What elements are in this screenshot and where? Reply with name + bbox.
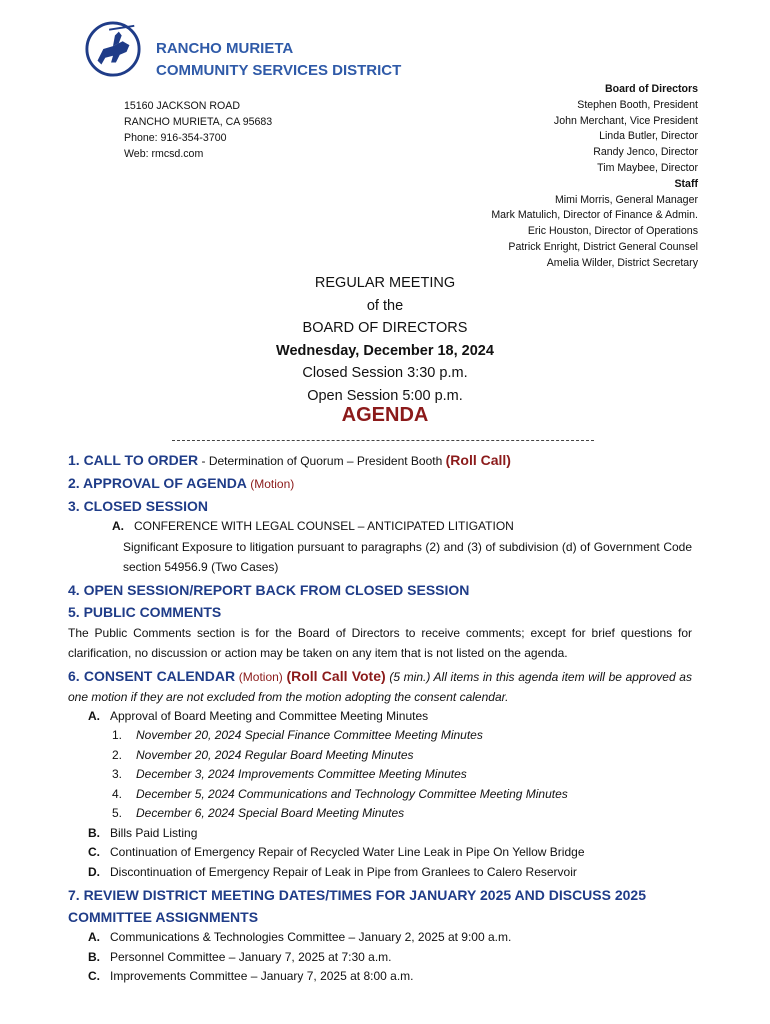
item-text: Discontinuation of Emergency Repair of Leak in Pipe from Granlees to Calero Reservoir bbox=[110, 864, 577, 879]
board-member: Tim Maybee, Director bbox=[597, 161, 698, 174]
item-text: December 5, 2024 Communications and Technology Committee Meeting Minutes bbox=[136, 786, 568, 801]
section-public-comments: 5. PUBLIC COMMENTS bbox=[68, 603, 222, 620]
staff-heading: Staff bbox=[674, 177, 698, 190]
meeting-date: Wednesday, December 18, 2024 bbox=[276, 342, 494, 359]
separator-line bbox=[172, 440, 594, 441]
org-line-2: COMMUNITY SERVICES DISTRICT bbox=[156, 62, 402, 79]
item-detail: Significant Exposure to litigation pursuant to paragraphs (2) and (3) of subdivision (d) of Government Code section 54956.9 (Two Cases) bbox=[123, 539, 692, 574]
staff-member: Patrick Enright, District General Counsel bbox=[508, 240, 698, 253]
section-heading: 1. CALL TO ORDER bbox=[68, 452, 199, 468]
item-label: B. bbox=[88, 949, 100, 964]
item-number: 1. bbox=[112, 728, 123, 742]
staff-member: Amelia Wilder, District Secretary bbox=[546, 256, 698, 269]
board-member: John Merchant, Vice President bbox=[553, 114, 698, 127]
open-session-time: Open Session 5:00 p.m. bbox=[307, 387, 463, 404]
item-text: December 6, 2024 Special Board Meeting Minutes bbox=[136, 806, 405, 820]
section-heading: 2. APPROVAL OF AGENDA bbox=[68, 475, 247, 491]
list-item bbox=[68, 928, 692, 948]
section-detail: - Determination of Quorum – President Booth bbox=[198, 454, 446, 468]
item-number: 3. bbox=[112, 767, 123, 781]
staff-member: Mimi Morris, General Manager bbox=[554, 193, 698, 206]
item-text: Approval of Board Meeting and Committee Meeting Minutes bbox=[110, 708, 429, 723]
address-line: RANCHO MURIETA, CA 95683 bbox=[124, 116, 273, 128]
meeting-info bbox=[0, 272, 770, 407]
meeting-line: BOARD OF DIRECTORS bbox=[302, 320, 468, 336]
organization-name bbox=[156, 38, 401, 82]
item-text: Communications & Technologies Committee – January 2, 2025 at 9:00 a.m. bbox=[110, 930, 512, 944]
web-line: Web: rmcsd.com bbox=[124, 148, 204, 160]
meeting-line: of the bbox=[366, 297, 404, 314]
item-text: November 20, 2024 Special Finance Committee Meeting Minutes bbox=[136, 728, 483, 742]
item-number: 5. bbox=[112, 806, 123, 820]
item-label: A. bbox=[88, 708, 100, 723]
item-text: December 3, 2024 Improvements Committee Meeting Minutes bbox=[136, 767, 467, 781]
agenda-content bbox=[68, 449, 692, 987]
list-item bbox=[68, 824, 692, 844]
section-call-to-order bbox=[68, 449, 692, 472]
section-approval-of-agenda bbox=[68, 472, 692, 495]
staff-member: Mark Matulich, Director of Finance & Admin. bbox=[491, 209, 698, 222]
org-line-1: RANCHO MURIETA bbox=[156, 40, 294, 57]
address-block bbox=[124, 98, 272, 162]
list-item bbox=[68, 843, 692, 863]
minutes-item bbox=[68, 765, 692, 785]
public-comments-text: The Public Comments section is for the Board of Directors to receive comments; except for brief questions for clarification, no discussion or action may be taken on any item that is not listed on the agenda. bbox=[68, 625, 692, 660]
item-label: C. bbox=[88, 969, 100, 983]
motion-label: (Motion) bbox=[235, 669, 287, 684]
list-item bbox=[68, 707, 692, 727]
list-item bbox=[68, 948, 692, 968]
list-item bbox=[68, 863, 692, 883]
minutes-item bbox=[68, 746, 692, 766]
section-heading: 6. CONSENT CALENDAR bbox=[68, 667, 236, 684]
section-closed-session: 3. CLOSED SESSION bbox=[68, 498, 209, 514]
board-heading: Board of Directors bbox=[604, 83, 698, 95]
item-text: Improvements Committee – January 7, 2025 at 8:00 a.m. bbox=[110, 969, 414, 983]
address-line: 15160 JACKSON ROAD bbox=[124, 100, 240, 112]
item-label: B. bbox=[88, 825, 100, 840]
board-member: Linda Butler, Director bbox=[599, 130, 698, 143]
phone-line: Phone: 916-354-3700 bbox=[124, 132, 227, 144]
board-member: Randy Jenco, Director bbox=[593, 146, 698, 159]
minutes-item bbox=[68, 785, 692, 805]
agenda-title: AGENDA bbox=[341, 404, 429, 426]
district-logo-icon bbox=[84, 20, 142, 78]
section-open-session: 4. OPEN SESSION/REPORT BACK FROM CLOSED SESSION bbox=[68, 581, 470, 598]
roll-call-label: (Roll Call) bbox=[445, 452, 511, 468]
minutes-item bbox=[68, 726, 692, 746]
list-item bbox=[68, 517, 692, 537]
item-text: CONFERENCE WITH LEGAL COUNSEL – ANTICIPATED LITIGATION bbox=[134, 519, 514, 533]
minutes-item bbox=[68, 804, 692, 824]
item-text: Continuation of Emergency Repair of Recycled Water Line Leak in Pipe On Yellow Bridge bbox=[110, 845, 585, 859]
staff-member: Eric Houston, Director of Operations bbox=[527, 225, 698, 238]
item-text: Bills Paid Listing bbox=[110, 825, 198, 840]
board-staff-list bbox=[398, 82, 698, 272]
consent-note: (5 min.) All items in this agenda item will be approved as one motion if they are not excluded from the motion adopting the consent calendar. bbox=[68, 669, 692, 704]
section-consent-calendar bbox=[68, 665, 692, 707]
item-text: Personnel Committee – January 7, 2025 at 7:30 a.m. bbox=[110, 949, 392, 964]
section-review-meeting-dates: 7. REVIEW DISTRICT MEETING DATES/TIMES FOR JANUARY 2025 AND DISCUSS 2025 COMMITTEE ASSIGNMENTS bbox=[68, 887, 646, 925]
list-item bbox=[68, 967, 692, 987]
item-number: 2. bbox=[112, 747, 123, 762]
item-label: A. bbox=[112, 519, 124, 533]
closed-session-time: Closed Session 3:30 p.m. bbox=[302, 365, 468, 381]
roll-call-vote-label: (Roll Call Vote) bbox=[286, 667, 386, 684]
item-label: A. bbox=[88, 930, 100, 944]
item-number: 4. bbox=[112, 786, 123, 801]
board-member: Stephen Booth, President bbox=[577, 98, 698, 111]
item-text: November 20, 2024 Regular Board Meeting Minutes bbox=[136, 747, 414, 762]
motion-label: (Motion) bbox=[246, 477, 295, 491]
item-label: D. bbox=[88, 864, 100, 879]
item-label: C. bbox=[88, 845, 100, 859]
meeting-line: REGULAR MEETING bbox=[314, 275, 456, 291]
